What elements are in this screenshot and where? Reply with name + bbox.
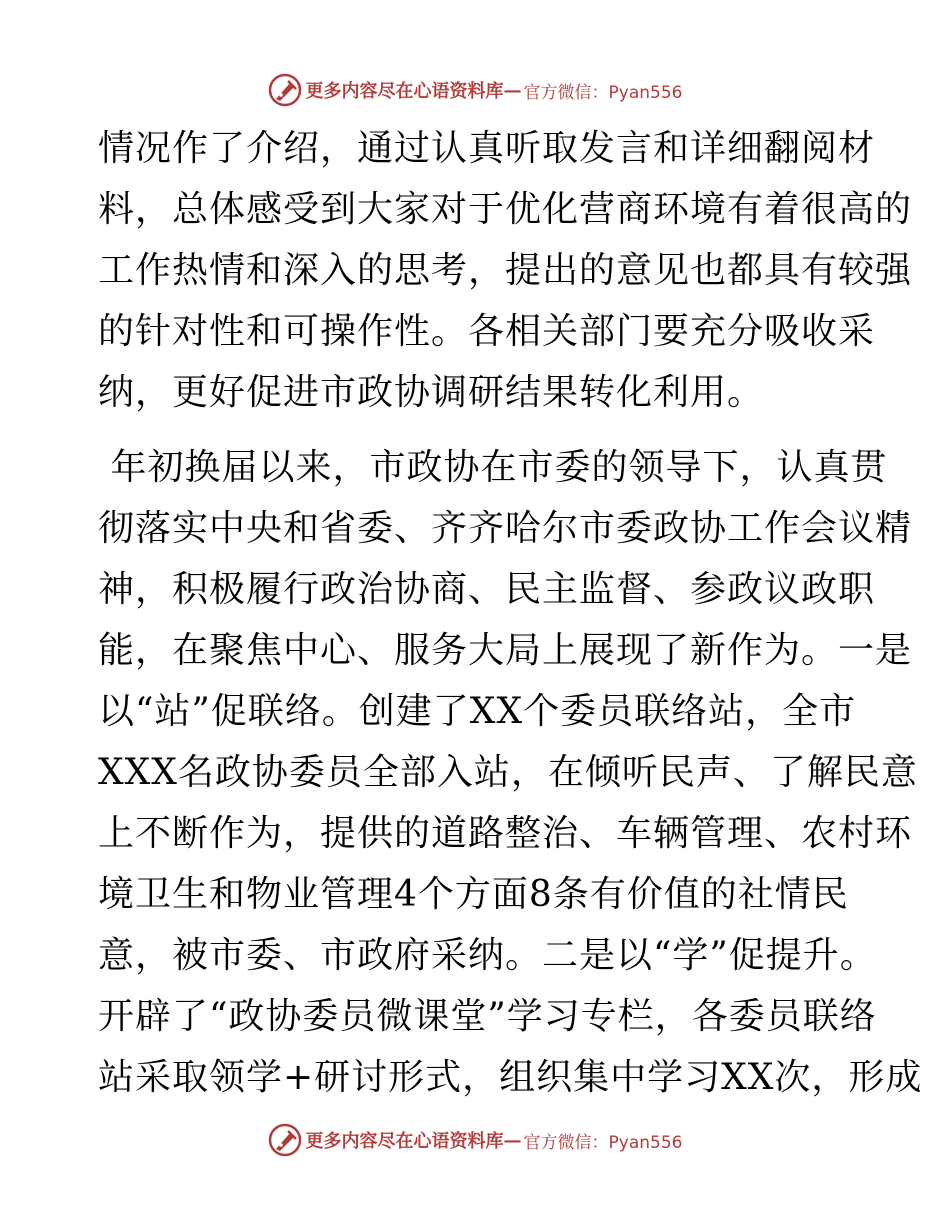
text-line: 纳，更好促进市政协调研结果转化利用。 — [98, 372, 765, 413]
text-line: 工作热情和深入的思考，提出的意见也都具有较强 — [98, 250, 913, 291]
text-line: 意，被市委、市政府采纳。二是以“学”促提升。 — [98, 935, 877, 976]
footer-dash: — — [503, 1129, 522, 1151]
header-watermark — [0, 70, 950, 110]
text-line: 以“站”促联络。创建了XX个委员联络站，全市 — [98, 691, 857, 732]
paragraph-2 — [98, 437, 923, 1108]
header-dash: — — [503, 79, 522, 101]
text-line: 情况作了介绍，通过认真听取发言和详细翻阅材 — [98, 128, 876, 169]
text-line: 料，总体感受到大家对于优化营商环境有着很高的 — [98, 189, 913, 230]
text-line: 开辟了“政协委员微课堂”学习专栏，各委员联络 — [98, 996, 877, 1037]
text-line: 上不断作为，提供的道路整治、车辆管理、农村环 — [98, 813, 913, 854]
text-line: 境卫生和物业管理4个方面8条有价值的社情民 — [98, 874, 849, 915]
header-left-text: 更多内容尽在心语资料库 — [305, 81, 504, 102]
pen-nib-logo-icon — [268, 1123, 302, 1157]
footer-right-text: 官方微信：Pyan556 — [523, 1132, 683, 1153]
paragraph-1 — [98, 118, 913, 423]
text-line: 站采取领学+研讨形式，组织集中学习XX次，形成 — [98, 1057, 923, 1098]
text-line: XXX名政协委员全部入站，在倾听民声、了解民意 — [98, 752, 918, 793]
text-line: 能，在聚焦中心、服务大局上展现了新作为。一是 — [98, 630, 913, 671]
footer-watermark — [0, 1120, 950, 1160]
text-line: 神，积极履行政治协商、民主监督、参政议政职 — [98, 569, 876, 610]
header-right-text: 官方微信：Pyan556 — [523, 82, 683, 103]
pen-nib-logo-icon — [268, 73, 302, 107]
text-line: 彻落实中央和省委、齐齐哈尔市委政协工作会议精 — [98, 508, 913, 549]
document-body — [98, 118, 923, 1108]
text-line: 的针对性和可操作性。各相关部门要充分吸收采 — [98, 311, 876, 352]
text-line: 年初换届以来，市政协在市委的领导下，认真贯 — [98, 447, 888, 488]
footer-left-text: 更多内容尽在心语资料库 — [305, 1131, 504, 1152]
